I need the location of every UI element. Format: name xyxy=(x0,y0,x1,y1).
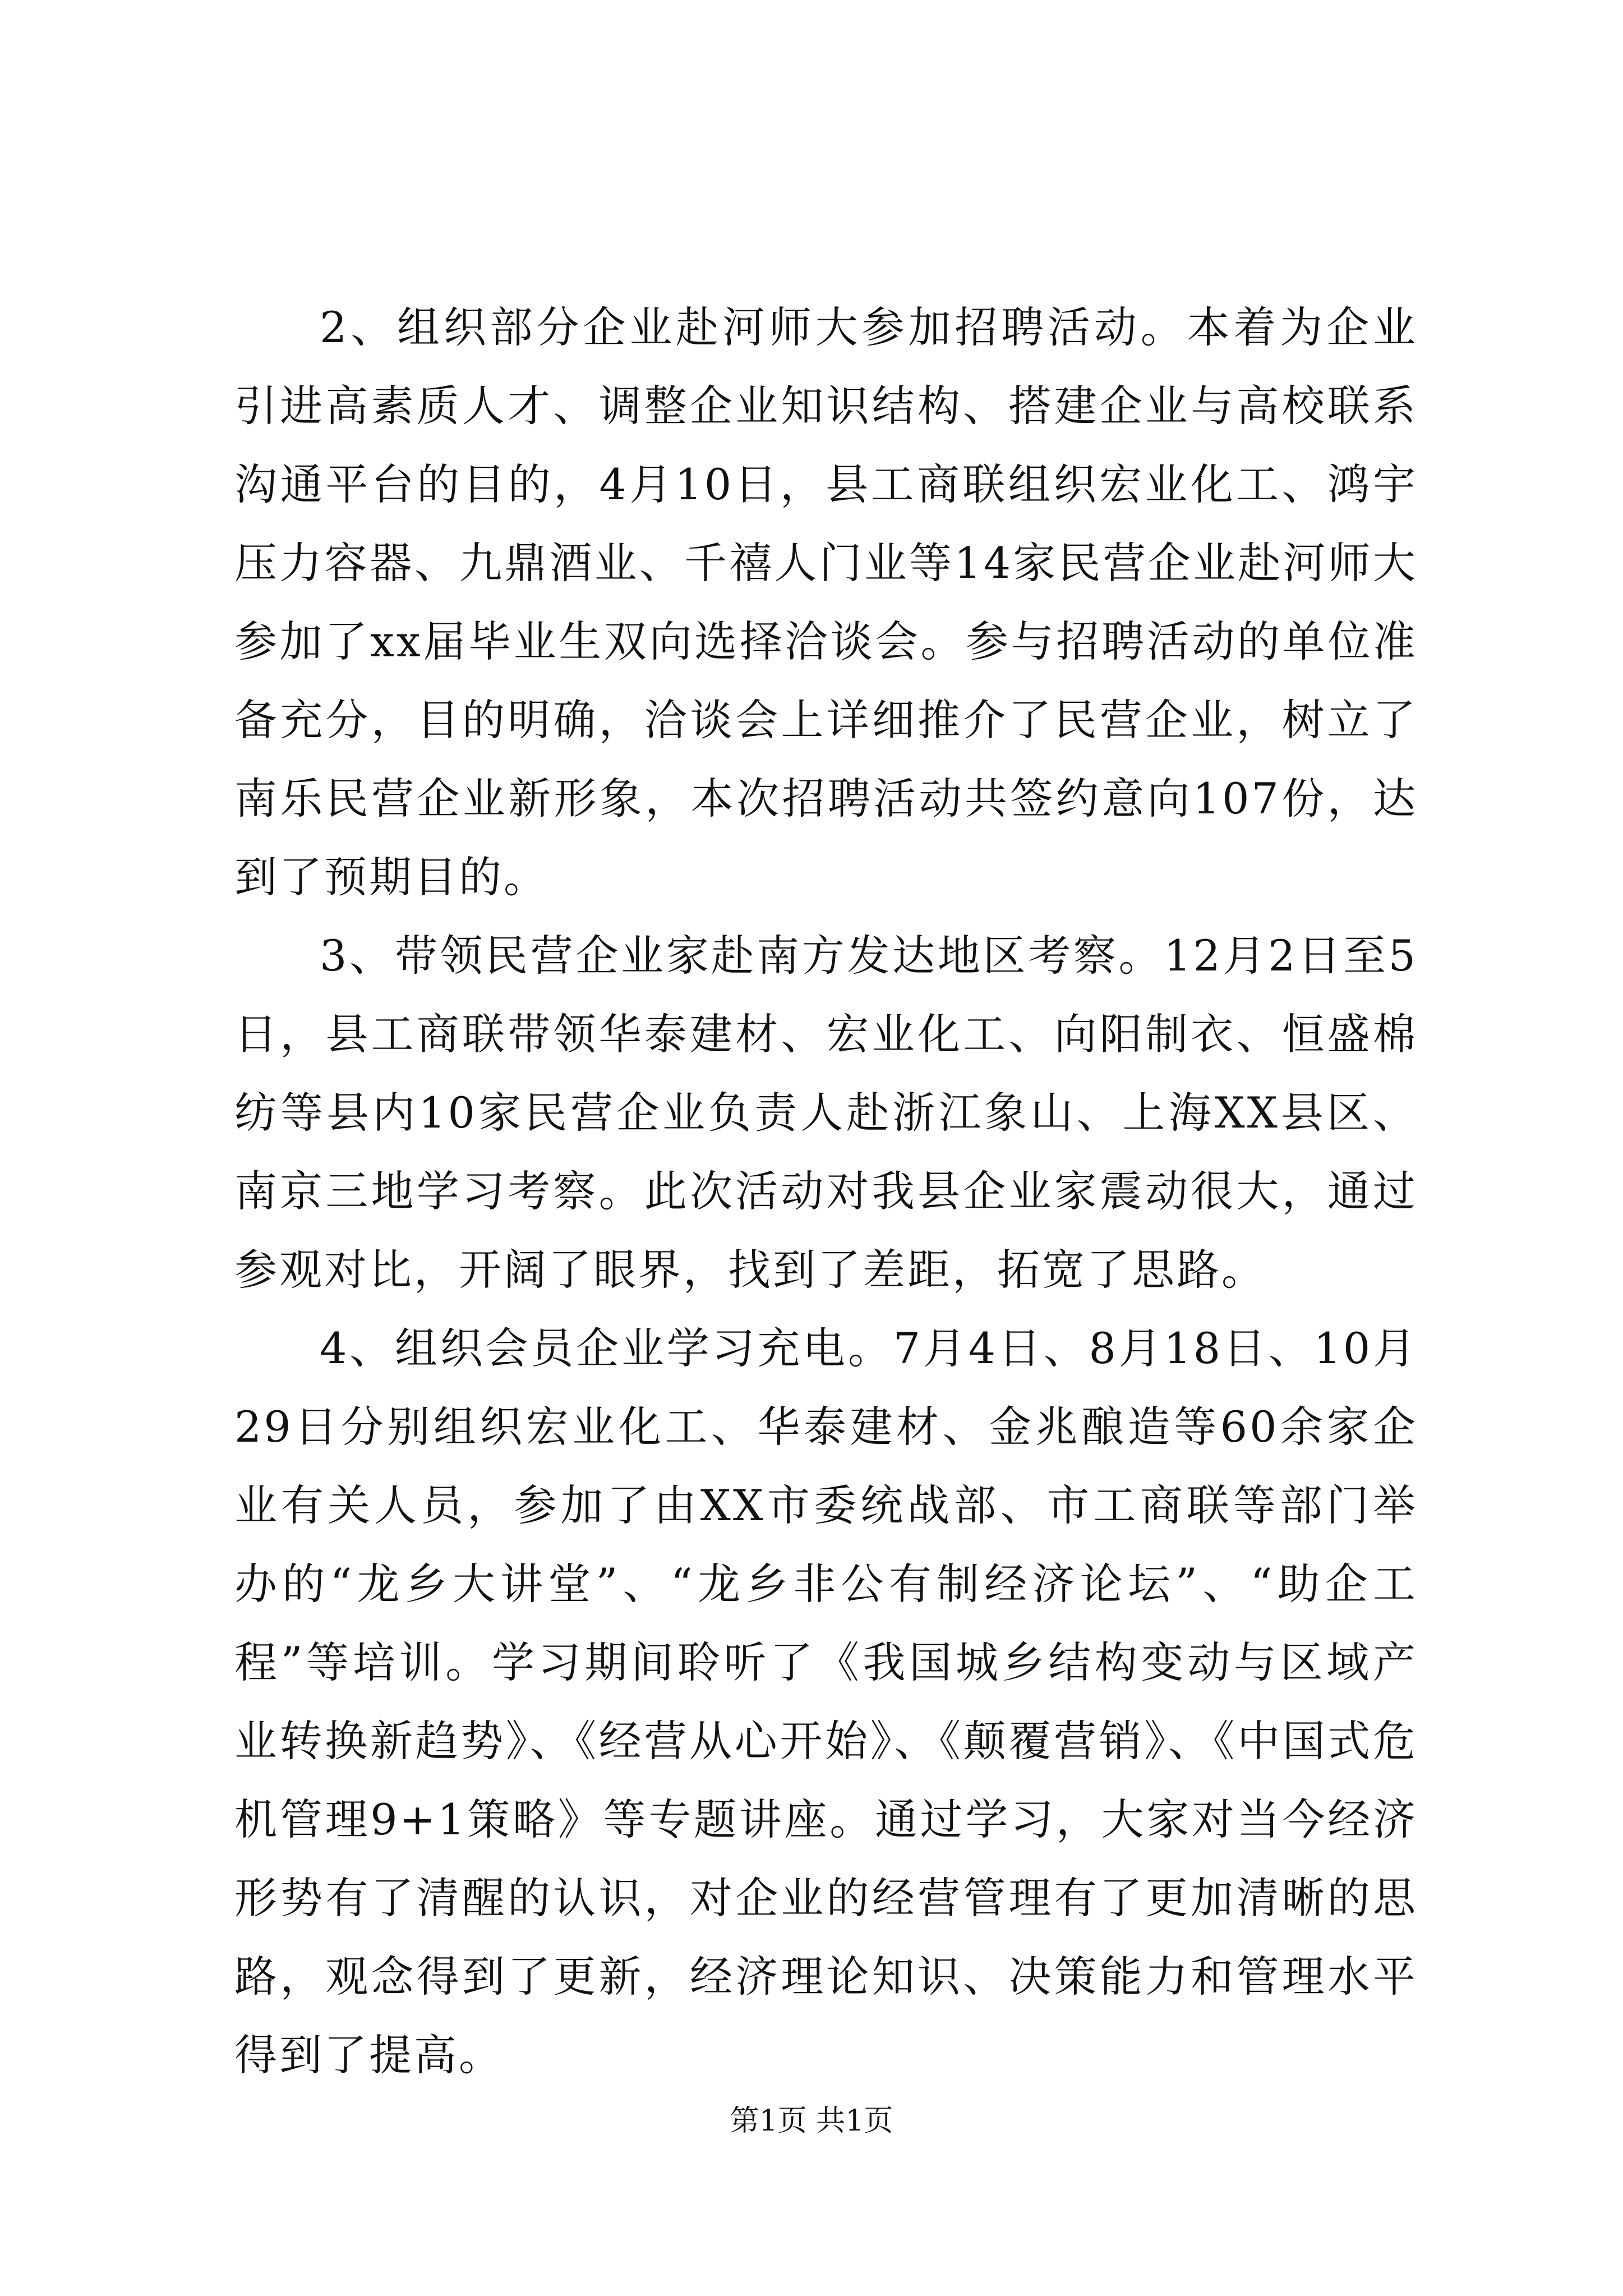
paragraph-recruitment: 2、组织部分企业赴河师大参加招聘活动。本着为企业引进高素质人才、调整企业知识结构、搭建企业与高校联系沟通平台的目的，4月10日，县工商联组织宏业化工、鸿宇压力容器、九鼎酒业、千禧人门业等14家民营企业赴河师大参加了xx届毕业生双向选择洽谈会。参与招聘活动的单位准备充分，目的明确，洽谈会上详细推介了民营企业，树立了南乐民营企业新形象，本次招聘活动共签约意向107份，达到了预期目的。 xyxy=(234,302,1418,902)
document-body xyxy=(234,288,1418,2095)
page-footer: 第1页 共1页 xyxy=(730,2104,893,2138)
paragraph-training: 4、组织会员企业学习充电。7月4日、8月18日、10月29日分别组织宏业化工、华泰建材、金兆酿造等60余家企业有关人员，参加了由XX市委统战部、市工商联等部门举办的“龙乡大讲堂”、“龙乡非公有制经济论坛”、“助企工程”等培训。学习期间聆听了《我国城乡结构变动与区域产业转换新趋势》、《经营从心开始》、《颠覆营销》、《中国式危机管理9+1策略》等专题讲座。通过学习，大家对当今经济形势有了清醒的认识，对企业的经营管理有了更加清晰的思路，观念得到了更新，经济理论知识、决策能力和管理水平得到了提高。 xyxy=(234,1323,1418,2080)
paragraph-inspection-trip: 3、带领民营企业家赴南方发达地区考察。12月2日至5日，县工商联带领华泰建材、宏业化工、向阳制衣、恒盛棉纺等县内10家民营企业负责人赴浙江象山、上海XX县区、南京三地学习考察。此次活动对我县企业家震动很大，通过参观对比，开阔了眼界，找到了差距，拓宽了思路。 xyxy=(234,931,1418,1295)
